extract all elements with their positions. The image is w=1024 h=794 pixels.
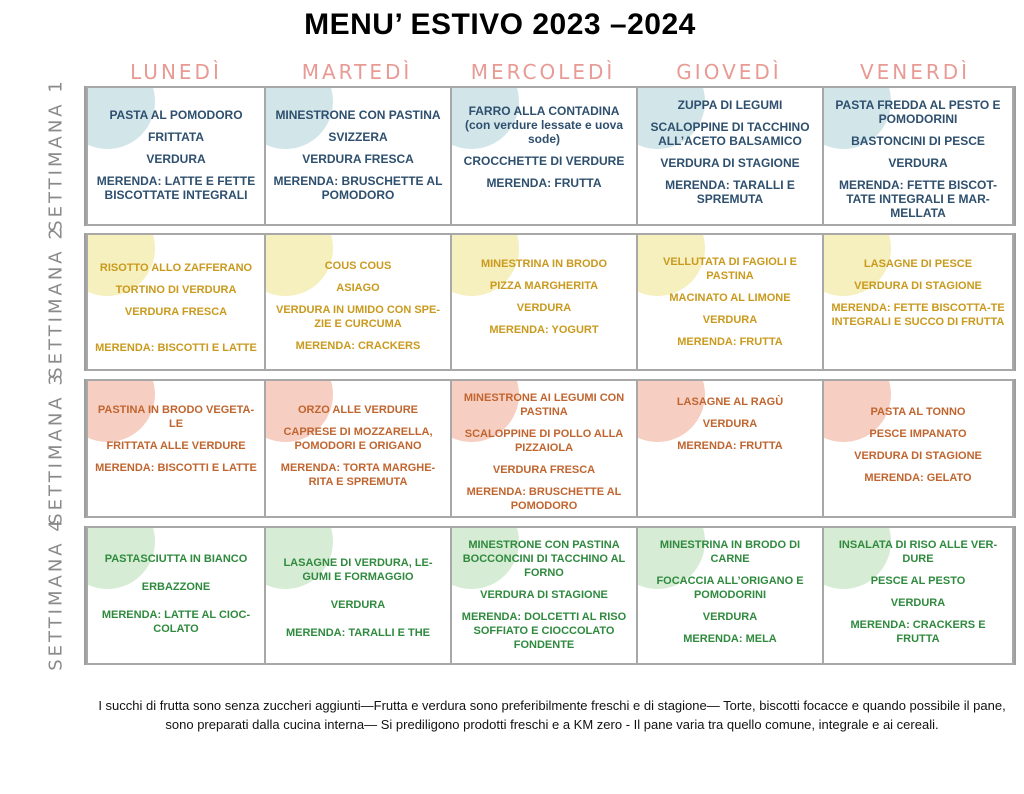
menu-item: PESCE AL PESTO xyxy=(870,575,966,587)
menu-item: MERENDA: CRACKERS E FRUTTA xyxy=(850,619,986,645)
footer-note: I succhi di frutta sono senza zuccheri aggiunti—Frutta e verdura sono preferibilmente freschi e di stagione— Torte, biscotti focacce e quando possibile il pane, sono preparati dalla cucina interna— Si prediligono prodotti freschi e a KM zero - Il pane varia tra quello comune, integrale e ai cereali. xyxy=(98,698,1006,732)
menu-item: BASTONCINI DI PESCE xyxy=(851,134,985,148)
menu-item: MINESTRONE CON PASTINA xyxy=(275,108,441,122)
menu-item: PASTA AL TONNO xyxy=(870,406,966,418)
page-title: MENU’ ESTIVO 2023 –2024 xyxy=(304,8,696,41)
menu-item: MERENDA: GELATO xyxy=(864,472,972,484)
day-header-thursday: GIOVEDÌ xyxy=(676,60,782,84)
menu-item: FRITTATA ALLE VERDURE xyxy=(106,440,246,452)
menu-item: VERDURA FRESCA xyxy=(492,464,596,476)
menu-cell xyxy=(822,233,1014,371)
menu-item: SCALOPPINE DI POLLO ALLA PIZZAIOLA xyxy=(464,428,624,454)
menu-item: MERENDA: YOGURT xyxy=(489,324,599,336)
menu-item: MERENDA: LATTE E FETTE BISCOTTATE INTEGRALI xyxy=(96,174,256,202)
menu-item: LASAGNE AL RAGÙ xyxy=(676,396,784,408)
week-row-1 xyxy=(84,86,1016,226)
menu-item: PASTA FREDDA AL PESTO E POMODORINI xyxy=(835,98,1001,126)
menu-cell xyxy=(264,233,452,371)
menu-item: MERENDA: TORTA MARGHE-RITA E SPREMUTA xyxy=(280,462,436,488)
menu-item: MINESTRONE AI LEGUMI CON PASTINA xyxy=(463,392,625,418)
menu-item: MERENDA: LATTE AL CIOC-COLATO xyxy=(101,609,251,635)
menu-item: VELLUTATA DI FAGIOLI E PASTINA xyxy=(662,256,798,282)
day-header-monday: LUNEDÌ xyxy=(130,60,222,84)
menu-cell xyxy=(86,526,266,665)
menu-cell xyxy=(636,233,824,371)
menu-item: MINESTRONE CON PASTINA xyxy=(468,539,620,551)
menu-item: MERENDA: TARALLI E THE xyxy=(285,627,430,639)
menu-item: SVIZZERA xyxy=(328,130,388,144)
menu-cell xyxy=(636,379,824,518)
menu-item: VERDURA DI STAGIONE xyxy=(480,589,608,601)
menu-item: PASTASCIUTTA IN BIANCO xyxy=(104,553,248,565)
menu-cell xyxy=(822,86,1014,226)
menu-item: VERDURA xyxy=(888,156,948,170)
menu-item: PESCE IMPANATO xyxy=(869,428,967,440)
menu-item: PASTA AL POMODORO xyxy=(109,108,243,122)
menu-item: LASAGNE DI PESCE xyxy=(863,258,973,270)
menu-item: FARRO ALLA CONTADINA (con verdure lessate e uova sode) xyxy=(464,104,624,146)
menu-item: ERBAZZONE xyxy=(141,581,211,593)
menu-item: MERENDA: FRUTTA xyxy=(677,440,783,452)
menu-cell xyxy=(86,233,266,371)
day-header-friday: VENERDÌ xyxy=(859,60,971,84)
menu-cell xyxy=(450,526,638,665)
menu-item: FRITTATA xyxy=(148,130,204,144)
menu-item: VERDURA FRESCA xyxy=(302,152,414,166)
menu-item: VERDURA FRESCA xyxy=(124,306,228,318)
menu-item: MERENDA: TARALLI E SPREMUTA xyxy=(665,178,795,206)
menu-item: MERENDA: FETTE BISCOT-TATE INTEGRALI E MAR-MELLATA xyxy=(839,178,997,220)
menu-item: PIZZA MARGHERITA xyxy=(489,280,599,292)
menu-item: PASTINA IN BRODO VEGETA-LE xyxy=(97,404,255,430)
week-row-4 xyxy=(84,526,1016,665)
menu-item: MERENDA: FETTE BISCOTTA-TE INTEGRALI E SUCCO DI FRUTTA xyxy=(831,302,1005,328)
menu-item: VERDURA xyxy=(702,611,758,623)
menu-item: MERENDA: MELA xyxy=(683,633,777,645)
menu-item: MACINATO AL LIMONE xyxy=(669,292,791,304)
menu-item: SCALOPPINE DI TACCHINO ALL’ACETO BALSAMICO xyxy=(650,120,810,148)
menu-item: VERDURA DI STAGIONE xyxy=(660,156,800,170)
menu-item: VERDURA xyxy=(146,152,206,166)
week-row-3 xyxy=(84,379,1016,518)
menu-item: VERDURA xyxy=(702,418,758,430)
menu-item: VERDURA xyxy=(890,597,946,609)
menu-item: MINESTRINA IN BRODO DI CARNE xyxy=(659,539,801,565)
menu-item: COUS COUS xyxy=(324,260,392,272)
menu-item: MERENDA: BISCOTTI E LATTE xyxy=(95,342,257,354)
menu-cell xyxy=(86,86,266,226)
menu-cell xyxy=(822,379,1014,518)
menu-item: MERENDA: FRUTTA xyxy=(486,176,602,190)
menu-item: MERENDA: DOLCETTI AL RISO SOFFIATO E CIOCCOLATO FONDENTE xyxy=(461,611,627,651)
menu-item: VERDURA DI STAGIONE xyxy=(854,280,982,292)
day-header-tuesday: MARTEDÌ xyxy=(301,60,413,84)
menu-item: VERDURA xyxy=(330,599,386,611)
menu-cell xyxy=(450,379,638,518)
menu-item: LASAGNE DI VERDURA, LE-GUMI E FORMAGGIO xyxy=(283,557,433,583)
menu-item: ORZO ALLE VERDURE xyxy=(298,404,418,416)
menu-item: VERDURA DI STAGIONE xyxy=(854,450,982,462)
menu-cell xyxy=(264,526,452,665)
menu-item: MERENDA: BRUSCHETTE AL POMODORO xyxy=(273,174,443,202)
menu-cell xyxy=(264,86,452,226)
menu-item: VERDURA xyxy=(516,302,572,314)
menu-item: CROCCHETTE DI VERDURE xyxy=(463,154,625,168)
menu-item: MERENDA: FRUTTA xyxy=(677,336,783,348)
menu-item: ASIAGO xyxy=(336,282,380,294)
menu-cell xyxy=(822,526,1014,665)
menu-cell xyxy=(264,379,452,518)
menu-item: VERDURA IN UMIDO CON SPE-ZIE E CURCUMA xyxy=(276,304,440,330)
menu-cell xyxy=(636,526,824,665)
menu-item: MERENDA: BRUSCHETTE AL POMODORO xyxy=(466,486,622,512)
menu-item: TORTINO DI VERDURA xyxy=(115,284,237,296)
menu-item: MERENDA: BISCOTTI E LATTE xyxy=(95,462,257,474)
menu-cell xyxy=(636,86,824,226)
menu-item: RISOTTO ALLO ZAFFERANO xyxy=(99,262,253,274)
menu-item: ZUPPA DI LEGUMI xyxy=(677,98,783,112)
menu-cell xyxy=(450,233,638,371)
menu-cell xyxy=(450,86,638,226)
menu-item: INSALATA DI RISO ALLE VER-DURE xyxy=(838,539,998,565)
menu-cell xyxy=(86,379,266,518)
day-header-wednesday: MERCOLEDÌ xyxy=(470,60,616,84)
menu-item: MINESTRINA IN BRODO xyxy=(480,258,608,270)
menu-item: BOCCONCINI DI TACCHINO AL FORNO xyxy=(462,553,626,579)
menu-item: MERENDA: CRACKERS xyxy=(295,340,421,352)
menu-item: CAPRESE DI MOZZARELLA, POMODORI E ORIGANO xyxy=(283,426,433,452)
menu-item: FOCACCIA ALL’ORIGANO E POMODORINI xyxy=(656,575,804,601)
menu-item: VERDURA xyxy=(702,314,758,326)
week-row-2 xyxy=(84,233,1016,371)
